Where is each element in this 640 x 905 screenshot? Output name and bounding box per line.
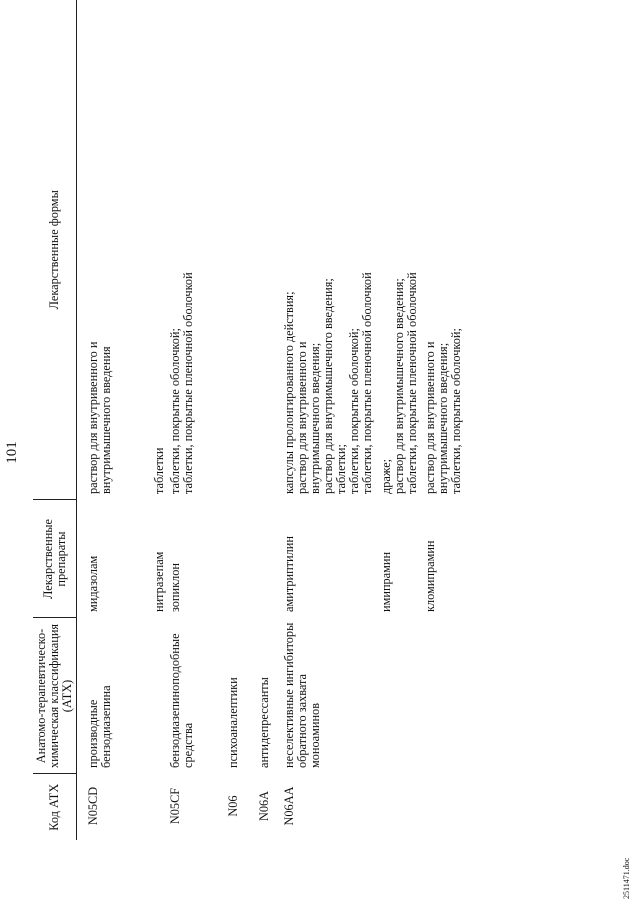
dosage-form-line: внутримышечного введения bbox=[99, 346, 113, 494]
preparation-cell: нитразепам bbox=[152, 551, 166, 612]
table-header-row bbox=[33, 0, 77, 840]
dosage-form-line: раствор для внутривенного и bbox=[295, 341, 309, 494]
classification-cell: бензодиазепиноподобные средства bbox=[168, 633, 195, 768]
dosage-form-line: таблетки, покрытые пленочной оболочкой bbox=[405, 272, 419, 494]
dosage-form-line: таблетки, покрытые пленочной оболочкой bbox=[360, 272, 374, 494]
dosage-form-line: раствор для внутривенного и bbox=[86, 341, 100, 494]
preparation-cell: кломипрамин bbox=[423, 540, 437, 612]
classification-cell bbox=[113, 618, 166, 774]
atx-code-cell: N06 bbox=[226, 795, 240, 817]
dosage-form-line: раствор для внутривенного и bbox=[423, 341, 437, 494]
forms-cell bbox=[374, 0, 419, 500]
atx-code-cell bbox=[113, 774, 166, 840]
atx-code-cell bbox=[374, 774, 419, 840]
dosage-form-line: внутримышечного введения; bbox=[308, 342, 322, 494]
dosage-form-line: капсулы пролонгированного действия; bbox=[282, 291, 296, 494]
header-classification: Анатомо-терапевтическо-химическая классификация (АТХ) bbox=[33, 618, 77, 774]
header-preparations: Лекарственные препараты bbox=[33, 500, 77, 618]
table-row bbox=[240, 0, 271, 840]
table-row bbox=[195, 0, 240, 840]
classification-cell: производные бензодиазепина bbox=[86, 685, 113, 768]
atx-code-cell bbox=[419, 774, 463, 840]
preparation-cell: мидазолам bbox=[86, 555, 100, 612]
atx-code-cell: N05CF bbox=[168, 787, 182, 825]
dosage-form-line: таблетки, покрытые оболочкой; bbox=[168, 328, 182, 494]
table-body bbox=[77, 0, 464, 840]
classification-cell: психоаналептики bbox=[226, 677, 240, 768]
classification-cell: антидепрессанты bbox=[257, 677, 271, 768]
atx-code-cell: N06AA bbox=[282, 786, 296, 826]
dosage-form-line: раствор для внутримышечного введения; bbox=[392, 278, 406, 494]
preparation-cell: амитриптилин bbox=[282, 536, 296, 612]
document-code: 2511471.doc bbox=[622, 857, 631, 899]
atx-table bbox=[33, 0, 463, 840]
table-row bbox=[113, 0, 166, 840]
forms-cell bbox=[271, 0, 374, 500]
dosage-form-line: внутримышечного введения; bbox=[436, 342, 450, 494]
dosage-form-line: таблетки, покрытые оболочкой; bbox=[347, 328, 361, 494]
forms-cell bbox=[113, 0, 166, 500]
preparation-cell: зопиклон bbox=[168, 563, 182, 612]
forms-cell bbox=[419, 0, 463, 500]
forms-cell bbox=[195, 0, 240, 500]
table-row bbox=[166, 0, 195, 840]
preparation-cell bbox=[240, 500, 271, 618]
table-row bbox=[374, 0, 419, 840]
dosage-form-line: таблетки, покрытые пленочной оболочкой bbox=[181, 272, 195, 494]
dosage-form-line: таблетки; bbox=[334, 444, 348, 494]
dosage-form-line: таблетки, покрытые оболочкой; bbox=[449, 328, 463, 494]
preparation-cell: имипрамин bbox=[379, 551, 393, 612]
header-code: Код АТХ bbox=[33, 774, 77, 840]
dosage-form-line: раствор для внутримышечного введения; bbox=[321, 278, 335, 494]
classification-cell: неселективные ингибиторы обратного захвата моноаминов bbox=[282, 622, 322, 768]
classification-cell bbox=[419, 618, 463, 774]
atx-code-cell: N05CD bbox=[86, 786, 100, 826]
forms-cell bbox=[77, 0, 114, 500]
table-row bbox=[77, 0, 114, 840]
header-forms: Лекарственные формы bbox=[33, 0, 77, 500]
forms-cell bbox=[166, 0, 195, 500]
table-row bbox=[271, 0, 374, 840]
preparation-cell bbox=[195, 500, 240, 618]
dosage-form-line: драже; bbox=[379, 458, 393, 494]
atx-code-cell: N06A bbox=[257, 790, 271, 822]
table-row bbox=[419, 0, 463, 840]
classification-cell bbox=[374, 618, 419, 774]
forms-cell bbox=[240, 0, 271, 500]
page-number: 101 bbox=[4, 441, 20, 464]
dosage-form-line: таблетки bbox=[152, 447, 166, 494]
